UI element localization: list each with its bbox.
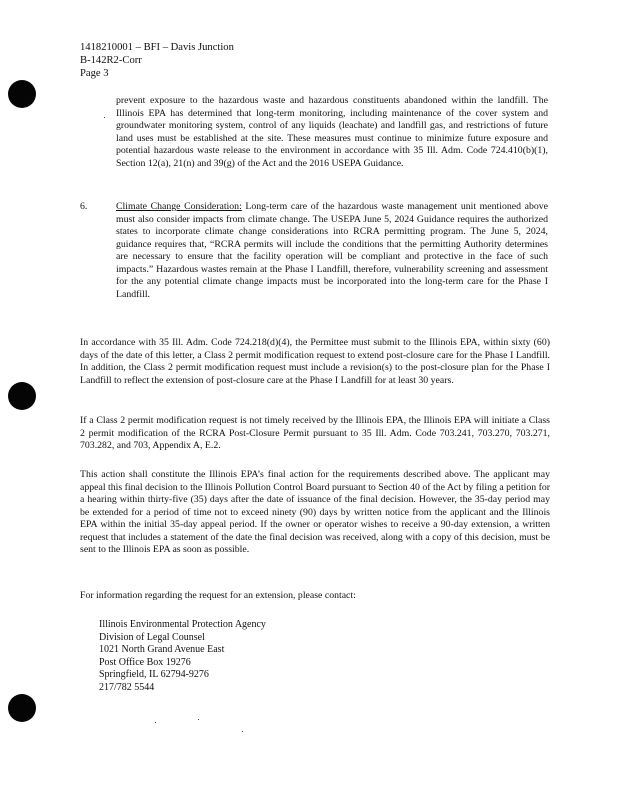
paragraph-class2-modification: If a Class 2 permit modification request is not timely received by the Illinois EPA, the Illinois EPA will initiate a Class 2 permit modification of the RCRA Post-Closure Permit pursuant to 35 Ill. Adm. Code 703.241, 703.270, 703.271, 703.282, and 703, Appendix A, E.2.: [80, 415, 550, 451]
header-site-id: 1418210001 – BFI – Davis Junction: [80, 42, 234, 53]
punch-hole-bottom: [8, 694, 36, 722]
scan-speck: [155, 722, 156, 723]
address-street: 1021 North Grand Avenue East: [99, 644, 225, 656]
item-6-paragraph: [116, 201, 548, 301]
scan-speck: [104, 117, 105, 118]
climate-change-heading: Climate Change Consideration:: [116, 201, 242, 212]
paragraph-accordance: In accordance with 35 Ill. Adm. Code 724.218(d)(4), the Permittee must submit to the Illinois EPA, within sixty (60) days of the date of this letter, a Class 2 permit modification request to extend post-closure care for the Phase I Landfill. In addition, the Class 2 permit modification request must include a revision(s) to the post-closure plan for the Phase I Landfill to reflect the extension of post-closure care at the Phase I Landfill for at least 30 years.: [80, 337, 550, 386]
climate-change-text: Long-term care of the hazardous waste management unit mentioned above must also consider impacts from climate change. The USEPA June 5, 2024 Guidance requires the authorized states to incorporate climate change considerations into RCRA permitting program. The June 5, 2024, guidance requires that, “RCRA permits will include the conditions that the permitting Authority determines are necessary to ensure that the facility operation will be compliant and protective in the face of such impacts.” Hazardous wastes remain at the Phase I Landfill, therefore, vulnerability screening and assessment for the any potential climate change impacts must be incorporated into the long-term care for the Phase I Landfill.: [116, 201, 548, 300]
contact-address-block: [99, 619, 266, 695]
address-po-box: Post Office Box 19276: [99, 656, 191, 668]
address-phone: 217/782 5544: [99, 681, 155, 693]
scan-speck: [242, 731, 243, 732]
item-6-number: 6.: [80, 201, 88, 212]
paragraph-continued: prevent exposure to the hazardous waste and hazardous constituents abandoned within the landfill. The Illinois EPA has determined that long-term monitoring, including maintenance of the cover system and groundwater monitoring system, control of any liquids (leachate) and landfill gas, and restrictions of future land uses must be established at the site. These measures must continue to minimize future exposure and potential hazardous waste release to the environment in accordance with 35 Ill. Adm. Code 724.410(b)(1), Section 12(a), 21(n) and 39(g) of the Act and the 2016 USEPA Guidance.: [116, 95, 548, 169]
paragraph-contact: For information regarding the request for an extension, please contact:: [80, 590, 356, 601]
address-division: Division of Legal Counsel: [99, 631, 205, 643]
header-page-number: Page 3: [80, 68, 109, 79]
address-agency: Illinois Environmental Protection Agency: [99, 619, 266, 630]
letter-header: [80, 41, 234, 80]
paragraph-final-action: This action shall constitute the Illinois EPA’s final action for the requirements described above. The applicant may appeal this final decision to the Illinois Pollution Control Board pursuant to Section 40 of the Act by filing a petition for a hearing within thirty-five (35) days after the date of issuance of the final decision. However, the 35-day period may be extended for a period of time not to exceed ninety (90) days by written notice from the applicant and the Illinois EPA within the initial 35-day appeal period. If the owner or operator wishes to receive a 90-day extension, a written request that includes a statement of the date the final decision was received, along with a copy of this decision, must be sent to the Illinois EPA as soon as possible.: [80, 469, 550, 555]
scan-speck: [198, 719, 199, 720]
punch-hole-top: [8, 80, 36, 108]
header-log-number: B-142R2-Corr: [80, 55, 142, 66]
address-city-state-zip: Springfield, IL 62794-9276: [99, 669, 209, 681]
punch-hole-middle: [8, 382, 36, 410]
